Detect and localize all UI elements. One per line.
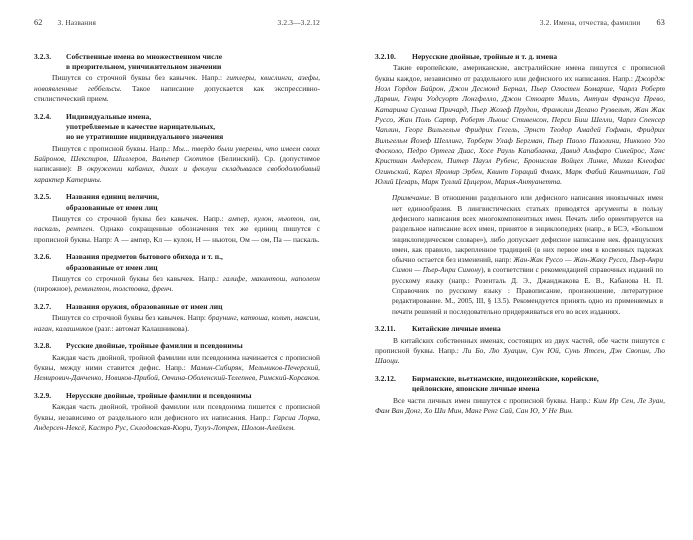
section-heading [34,112,320,143]
section-number: 3.2.9. [34,391,52,401]
section-paragraph: Пишутся с прописной буквы. Напр.: Мы... твердо были уверены, что имеем своих Байронов, Шекспиров, Шиллеров, Вальтер Скоттов (Белинский). Ср. (допустимое написание): В окружении кабаних, диких и феклуш складывался свободолюбивый характер Катерины. [34,143,321,184]
section-number: 3.2.12. [375,374,396,384]
section-title-line: Названия единиц величин, [66,192,160,202]
section-title [412,324,665,334]
section-title-line: Китайские личные имена [412,324,501,334]
section-heading [375,52,665,62]
section-heading [34,192,320,212]
running-head-range-left: 3.2.3—3.2.12 [277,18,320,27]
section-title-line: Собственные имена во множественном числе [66,52,223,61]
section-title-line: Нерусские двойные, тройные и т. д. имена [412,52,558,61]
section-number: 3.2.4. [34,111,52,121]
section-paragraph: В китайских собственных именах, состоящих из двух частей, обе части пишутся с прописной буквы. Напр.: Ли Бо, Лю Хуацин, Сун Юй, Сунь Ятсен, Дэн Сяопин, Лю Шаоци. [375,335,665,366]
section-title-line: Русские двойные, тройные фамилии и псевдонимы [66,341,243,351]
section-paragraph: Такие европейские, американские, австралийские имена пишутся с прописной буквы каждое, независимо от раздельного или дефисного их написания. Напр.: Джордж Ноэл Гордон Байрон, Джон Десмонд Бернал, Пьер Огюстен Бомарше, Чарлз Роберт Дарвин, Генри Уодсуорт Лонгфелло, Джон Стюарт Милль, Антуан Франсуа Прево, Катарина Сусанна Причард, Пьер Жозеф Прудон, Франклин Делано Рузвельт, Жан Жак Руссо, Жан Поль Сартр, Роберт Льюис Стивенсон, Перси Биш Шелли, Чарлз Спенсер Чаплин, Георг Вильгельм Фридрих Гегель, Эрнст Теодор Амадей Гофман, Фридрих Вильгельм Йозеф Шеллинг, Торберн Улаф Бергман, Пьер Паоло Пазолини, Никколо Уго Фосколо, Педро Ортега Диас, Хосе Рауль Капабланка, Давид Альфаро Сикейрос, Ханс Кристиан Андерсен, Питер Пауэл Рубенс, Бронислав Войцех Линке, Михал Клеофас Огиньский, Карел Яромир Эрбен, Квинт Гораций Флакк, Марк Фабий Квинтилиан, Гай Юлий Цезарь, Марк Туллий Цицерон, Мария-Антуанетта. [375,63,665,186]
section-heading [34,302,320,312]
section-title [66,112,320,143]
section-paragraph: Пишутся со строчной буквы без кавычек. Напр.: ампер, кулон, ньютон, ом, паскаль, рентген. Однако сокращенные обозначения тех же единиц пишутся с прописной буквы. Напр: А — ампер, Кл — кулон, Н — ньютон, Ом — ом, Па — паскаль. [34,213,320,244]
section-3-2-11 [375,324,665,366]
section-heading [34,252,320,272]
section-heading [34,52,320,72]
section-3-2-3 [34,52,320,104]
section-paragraph: Каждая часть двойной, тройной фамилии или псевдонима пишется с прописной буквы, независимо от раздельного или дефисного их написания. Напр.: Гарсиа Лорка, Андерсен-Нексё, Кастро Рус, Склодовская-Кюри, Тулуз-Лотрек, Шолом-Алейхем. [34,402,321,432]
section-number: 3.2.8. [34,341,52,351]
section-3-2-10 [375,52,665,317]
section-heading [375,374,665,394]
section-number: 3.2.6. [34,252,52,262]
section-paragraph: Пишутся со строчной буквы без кавычек. Напр.: галифе, макинтош, наполеон (пирожное), ремингтон, толстовка, френч. [34,273,320,294]
section-title [66,391,320,401]
section-title [66,192,320,212]
section-heading [34,341,320,351]
section-title-line: но не утратившие индивидуального значения [66,132,224,142]
section-note: Примечание. В отношении раздельного или дефисного написания иноязычных имен нет единообразия. В лингвистических статьях приводятся аргументы в пользу дефисного написания всех многокомпонентных имен. Печать либо ориентируется на раздельное написание всех имен, принятое в энциклопедиях (напр., в БСЭ, «Большом энциклопедическом словаре»), либо допускает дефисное написание нек. французских имен, как правило, закрепленное традицией (в них первое имя в косвенных падежах обычно остается без изменений, напр: Жан-Жак Руссо — Жан-Жаку Руссо, Пьер-Анри Симон — Пьер-Анри Симону), в соответствии с рекомендацией справочных изданий по русскому языку (напр.: Розенталь Д. Э., Джанджакова Е. В., Кабанова Н. П. Справочник по русскому языку : Правописание, произношение, литературное редактирование. М., 2005, III, § 13.5). Рекомендуется принять одно из применяемых в печати решений и последовательно придерживаться его во всех изданиях. [392,194,663,316]
page-right-content [375,52,665,416]
section-title [66,341,320,351]
section-title-line: цейлонские, японские личные имена [412,384,540,394]
section-number: 3.2.3. [34,52,52,61]
running-head-right [375,18,665,32]
running-head-title-left: 3. Названия [57,18,97,27]
section-title-line: образованные от имен лиц [66,202,158,212]
page-right [347,0,693,540]
section-number: 3.2.7. [34,301,52,311]
section-paragraph: Пишутся со строчной буквы без кавычек. Напр: браунинг, катюша, кольт, максим, наган, калашников (разг.: автомат Калашникова). [34,313,321,333]
section-heading [375,324,665,334]
section-title-line: Названия оружия, образованные от имен лиц [66,301,223,311]
section-title [412,374,665,394]
section-number: 3.2.10. [375,52,396,61]
section-number: 3.2.11. [375,324,396,334]
folio-right: 63 [656,18,665,27]
section-title-line: образованные от имен лиц [66,262,158,272]
section-title-line: Индивидуальные имена, [66,111,152,121]
section-3-2-9 [34,391,320,433]
section-3-2-12 [375,374,665,416]
section-paragraph: Каждая часть двойной, тройной фамилии или псевдонима начинается с прописной буквы, между ними ставится дефис. Напр.: Мамин-Сибиряк, Мельников-Печерский, Немирович-Данченко, Новиков-Прибой, Овчина-Оболенский-Телепнев, Римский-Корсаков. [34,352,320,383]
section-3-2-5 [34,192,320,244]
section-title-line: Бирманские, вьетнамские, индонезийские, корейские, [412,374,599,384]
running-head-left [34,18,320,32]
page-left-content [34,52,320,433]
section-paragraph: Пишутся со строчной буквы без кавычек. Напр.: гитлеры, квислинги, азефы, новоявленные геббельсы. Такое написание допускается как экспрессивно-стилистический прием. [34,73,321,104]
folio-left: 62 [34,18,43,27]
section-title [66,52,320,72]
section-3-2-4 [34,112,320,185]
section-3-2-7 [34,302,320,334]
section-title-line: в презрительном, уничижительном значении [66,62,222,72]
section-heading [34,391,320,401]
page-left [0,0,346,540]
section-title-line: употребляемые в качестве нарицательных, [66,122,216,132]
section-title [66,252,320,272]
section-title [66,302,320,312]
section-3-2-8 [34,341,320,383]
running-head-title-right: 3.2. Имена, отчества, фамилии [539,18,641,27]
section-title-line: Названия предметов бытового обихода и т. п., [66,252,223,262]
section-title [412,52,665,62]
section-number: 3.2.5. [34,192,52,202]
section-title-line: Нерусские двойные, тройные фамилии и псевдонимы [66,391,252,401]
section-3-2-6 [34,252,320,294]
section-paragraph: Все части личных имен пишутся с прописной буквы. Напр.: Ким Ир Сен, Ле Зуан, Фам Ван Донг, Хо Ши Мин, Манг Ренг Сай, Сан Ю, У Не Вин. [375,395,665,415]
